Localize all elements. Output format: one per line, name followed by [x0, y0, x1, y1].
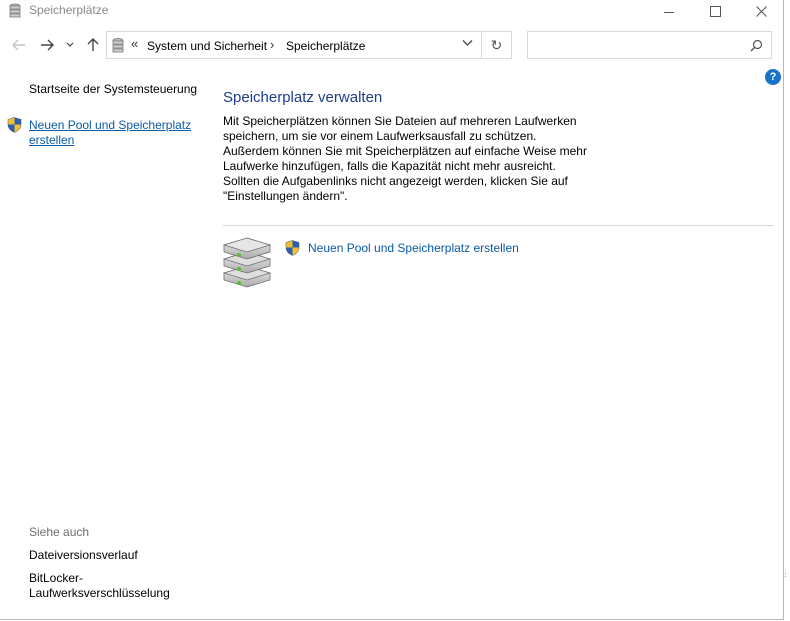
breadcrumb-overflow-icon[interactable]: «	[131, 36, 139, 51]
page-description: Mit Speicherplätzen können Sie Dateien auf mehreren Laufwerken speichern, um sie vor einem Laufwerksausfall zu schützen. Außerdem können Sie mit Speicherplätzen auf einfache Weise mehr Laufwerke hinzufügen, falls die Kapazität nicht mehr ausreicht. Sollten die Aufgabenlinks nicht angezeigt werden, klicken Sie auf "Einstellungen ändern".	[223, 114, 587, 203]
title-bar	[0, 0, 783, 22]
recent-locations-button[interactable]	[63, 35, 77, 55]
forward-arrow-icon	[40, 39, 54, 51]
storage-drive-icon	[112, 38, 124, 53]
uac-shield-icon	[285, 240, 300, 256]
back-arrow-icon	[12, 39, 26, 51]
control-panel-home-link[interactable]: Startseite der Systemsteuerung	[29, 82, 198, 96]
uac-shield-icon	[7, 117, 22, 133]
breadcrumb-system-security[interactable]: System und Sicherheit	[147, 39, 268, 53]
search-box[interactable]	[527, 31, 772, 59]
close-icon	[756, 6, 767, 17]
navigation-bar	[0, 30, 783, 60]
refresh-icon: ↻	[490, 36, 503, 53]
refresh-button[interactable]	[482, 31, 512, 59]
storage-drive-icon	[8, 3, 22, 19]
chevron-down-icon	[66, 42, 74, 48]
divider	[223, 225, 773, 226]
bitlocker-link[interactable]: BitLocker-Laufwerksverschlüsselung	[29, 571, 170, 600]
up-arrow-icon	[87, 38, 99, 52]
file-history-link[interactable]: Dateiversionsverlauf	[29, 548, 138, 562]
minimize-icon	[664, 12, 674, 13]
maximize-button[interactable]	[692, 0, 738, 22]
forward-button[interactable]	[38, 35, 56, 55]
search-icon[interactable]	[750, 39, 763, 52]
create-pool-action-link[interactable]: Neuen Pool und Speicherplatz erstellen	[308, 241, 519, 255]
help-button[interactable]: ?	[765, 69, 781, 85]
breadcrumb-separator-icon[interactable]: ›	[270, 37, 275, 52]
storage-pool-icon	[221, 237, 273, 289]
resize-grip-icon[interactable]: ⋮	[781, 568, 790, 578]
back-button[interactable]	[10, 35, 28, 55]
address-bar[interactable]	[106, 31, 482, 59]
up-button[interactable]	[84, 35, 102, 55]
search-input[interactable]	[532, 36, 746, 56]
address-dropdown-icon[interactable]	[462, 39, 473, 47]
window-title: Speicherplätze	[29, 3, 109, 17]
create-pool-task-link[interactable]: Neuen Pool und Speicherplatz erstellen	[29, 118, 192, 147]
breadcrumb-storage-spaces[interactable]: Speicherplätze	[286, 39, 366, 53]
minimize-button[interactable]	[646, 0, 692, 22]
close-button[interactable]	[738, 0, 784, 22]
maximize-icon	[710, 6, 721, 17]
page-title: Speicherplatz verwalten	[223, 89, 383, 106]
see-also-heading: Siehe auch	[29, 525, 90, 539]
